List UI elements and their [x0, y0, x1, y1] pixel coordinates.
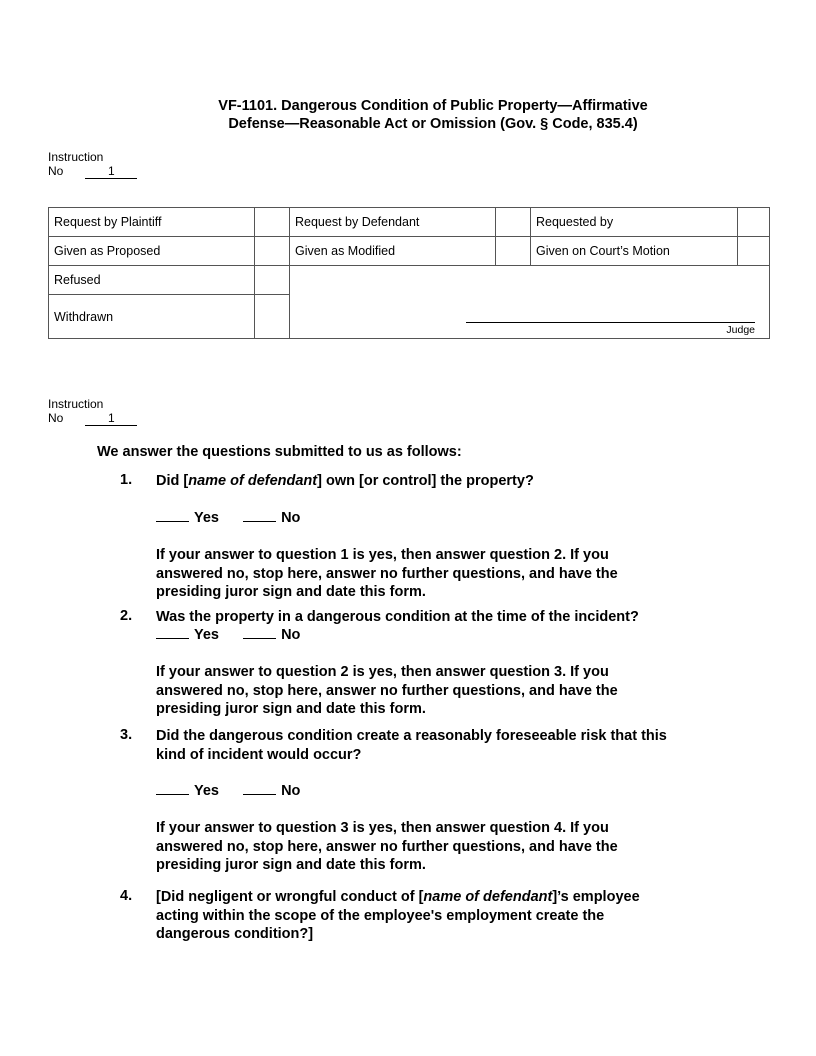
given-as-proposed-label: Given as Proposed: [49, 237, 255, 266]
no-label: No: [281, 783, 301, 799]
question-3-instructions: [156, 819, 746, 875]
question-1-yes-blank[interactable]: [156, 509, 189, 522]
document-title: [0, 97, 816, 133]
instruction-number: 1: [85, 412, 137, 426]
given-as-modified-box[interactable]: [496, 237, 531, 266]
question-3-line-2: kind of incident would occur?: [156, 746, 362, 763]
question-3-instruction-line-1: If your answer to question 3 is yes, then answer question 4. If you: [156, 820, 609, 836]
question-3-no-blank[interactable]: [243, 782, 276, 795]
question-1-instruction-line-2: answered no, stop here, answer no further questions, and have the: [156, 565, 618, 582]
given-on-courts-motion-box[interactable]: [738, 237, 770, 266]
question-3-instruction-line-2: answered no, stop here, answer no further questions, and have the: [156, 838, 618, 855]
question-2-no-blank[interactable]: [243, 626, 276, 639]
no-label: No: [281, 510, 301, 526]
question-2-yes-blank[interactable]: [156, 626, 189, 639]
question-1-instructions: [156, 546, 746, 602]
question-3-number: 3.: [120, 727, 133, 743]
yes-label: Yes: [194, 510, 219, 526]
question-1-prefix: Did [: [156, 473, 189, 489]
question-2-instruction-line-2: answered no, stop here, answer no further questions, and have the: [156, 682, 618, 699]
instruction-number-block-bottom: [48, 397, 137, 426]
request-status-table: [48, 207, 770, 339]
refused-box[interactable]: [255, 266, 290, 295]
instruction-no-label: No: [48, 411, 64, 425]
withdrawn-box[interactable]: [255, 295, 290, 339]
instruction-label: Instruction: [48, 150, 104, 164]
title-line-2: Defense—Reasonable Act or Omission (Gov. § Code, 835.4): [228, 116, 638, 132]
question-1-number: 1.: [120, 472, 133, 488]
request-by-plaintiff-label: Request by Plaintiff: [49, 208, 255, 237]
question-3-instruction-line-3: presiding juror sign and date this form.: [156, 857, 426, 873]
question-2-text: [156, 608, 746, 627]
request-by-defendant-label: Request by Defendant: [290, 208, 496, 237]
requested-by-label: Requested by: [531, 208, 738, 237]
question-3-text: [156, 727, 746, 764]
judge-signature-area[interactable]: [290, 266, 770, 339]
question-4-number: 4.: [120, 888, 133, 904]
request-by-defendant-box[interactable]: [496, 208, 531, 237]
question-1-text: [156, 472, 746, 491]
judge-label: Judge: [726, 324, 755, 336]
question-4-defendant-placeholder: name of defendant: [423, 889, 553, 905]
question-4-text: [156, 888, 746, 944]
question-1-no-blank[interactable]: [243, 509, 276, 522]
instruction-label: Instruction: [48, 397, 104, 411]
instruction-no-label: No: [48, 164, 64, 178]
question-1-defendant-placeholder: name of defendant: [188, 473, 318, 489]
question-1-instruction-line-1: If your answer to question 1 is yes, then answer question 2. If you: [156, 547, 609, 563]
question-3-answer[interactable]: [156, 782, 300, 799]
yes-label: Yes: [194, 627, 219, 643]
instruction-number: 1: [85, 165, 137, 179]
form-intro: We answer the questions submitted to us as follows:: [97, 444, 462, 460]
question-2-instruction-line-1: If your answer to question 2 is yes, then answer question 3. If you: [156, 664, 609, 680]
yes-label: Yes: [194, 783, 219, 799]
withdrawn-label: Withdrawn: [49, 295, 255, 339]
instruction-number-block-top: [48, 150, 137, 179]
question-2-answer[interactable]: [156, 626, 300, 643]
given-as-proposed-box[interactable]: [255, 237, 290, 266]
given-as-modified-label: Given as Modified: [290, 237, 496, 266]
question-4-line-2: acting within the scope of the employee's employment create the: [156, 907, 605, 924]
question-1-answer[interactable]: [156, 509, 300, 526]
question-2-number: 2.: [120, 608, 133, 624]
question-4-suffix: ]’s employee: [552, 889, 640, 905]
refused-label: Refused: [49, 266, 255, 295]
question-1-suffix: ] own [or control] the property?: [317, 473, 534, 489]
question-4-prefix: [Did negligent or wrongful conduct of [: [156, 889, 424, 905]
question-2-instructions: [156, 663, 746, 719]
title-line-1: VF-1101. Dangerous Condition of Public Property—Affirmative: [218, 98, 648, 114]
question-2-line-1: Was the property in a dangerous condition at the time of the incident?: [156, 609, 639, 625]
question-3-yes-blank[interactable]: [156, 782, 189, 795]
given-on-courts-motion-label: Given on Court’s Motion: [531, 237, 738, 266]
judge-signature-line: [466, 322, 755, 323]
question-3-line-1: Did the dangerous condition create a reasonably foreseeable risk that this: [156, 728, 667, 744]
no-label: No: [281, 627, 301, 643]
question-1-instruction-line-3: presiding juror sign and date this form.: [156, 584, 426, 600]
question-4-line-3: dangerous condition?]: [156, 926, 314, 942]
request-by-plaintiff-box[interactable]: [255, 208, 290, 237]
question-2-instruction-line-3: presiding juror sign and date this form.: [156, 701, 426, 717]
requested-by-box[interactable]: [738, 208, 770, 237]
